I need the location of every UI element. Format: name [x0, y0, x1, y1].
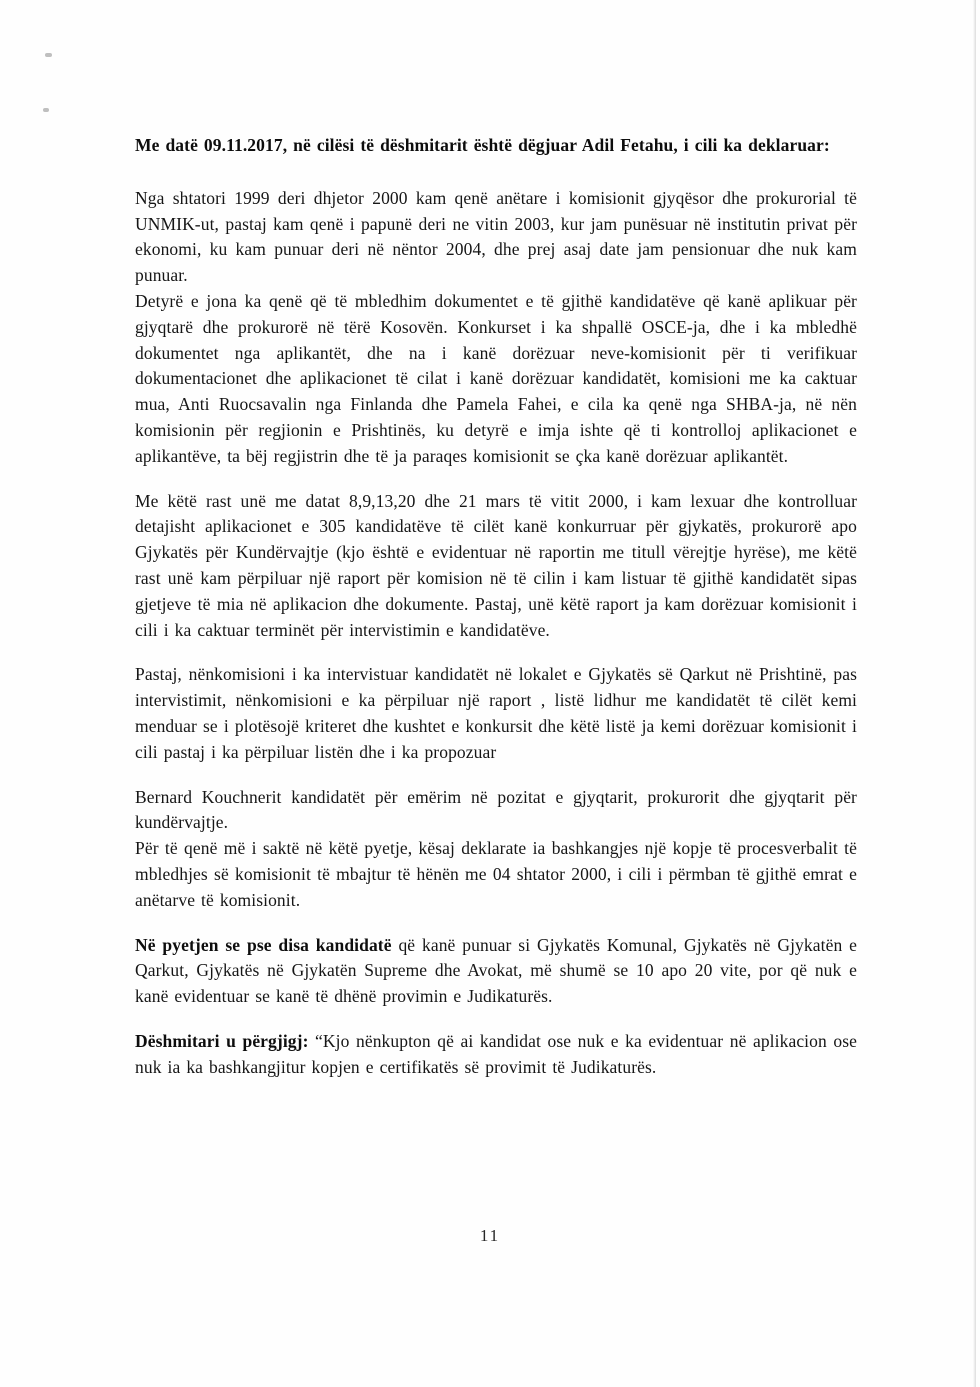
paragraph: [135, 933, 857, 1010]
paragraph-text: Me këtë rast unë me datat 8,9,13,20 dhe 21 mars të vitit 2000, i kam lexuar dhe kontrolluar detajisht aplikacionet e 305 kandidatëve të cilët kanë konkurruar për gjykatës, prokurorë apo Gjykatës për Kundërvajtje (kjo është e evidentuar në raportin me titull vërejtje hyrëse), me këtë rast unë kam përpiluar një raport për komision në të cilin i kam listuar të gjithë kandidatët sipas gjetjeve të mia në aplikacion dhe dokumente. Pastaj, unë këtë raport ja kam dorëzuar komisionit i cili i ka caktuar terminët për intervistimin e kandidatëve.: [135, 490, 857, 640]
paragraph-text: Nga shtatori 1999 deri dhjetor 2000 kam qenë anëtare i komisionit gjyqësor dhe prokurorial të UNMIK-ut, pastaj kam qenë i papunë deri ne vitin 2003, kur jam punësuar në institutin privat për ekonomi, ku kam punuar deri në nëntor 2004, dhe prej asaj date jam pensionuar dhe nuk kam punuar.: [135, 187, 857, 286]
paragraph: [135, 836, 857, 913]
testimony-text-block: [135, 133, 857, 1100]
page-number: 11: [479, 1226, 501, 1245]
paragraph: [135, 186, 857, 289]
paragraph-lead: Dëshmitari u përgjigj:: [135, 1030, 309, 1051]
statement-heading: Me datë 09.11.2017, në cilësi të dëshmitarit është dëgjuar Adil Fetahu, i cili ka deklaruar:: [135, 135, 830, 155]
scan-speck: [43, 108, 49, 112]
paragraph: [135, 785, 857, 837]
paragraph-text: “Kjo nënkupton që ai kandidat ose nuk e ka evidentuar në aplikacion ose nuk ia ka bashkangjitur kopjen e certifikatës së provimit të Judikaturës.: [135, 1030, 858, 1077]
paragraph-text: Detyrë e jona ka qenë që të mbledhim dokumentet e të gjithë kandidatëve që kanë aplikuar për gjyqtarë dhe prokurorë në tërë Kosovën. Konkurset i ka shpallë OSCE-ja, dhe i ka mbledhë dokumentet nga aplikantët, dhe na i kanë dorëzuar neve-komisionit për ti verifikuar dokumentacionet dhe aplikacionet të cilat i kanë dorëzuar kandidatët, komisioni me ka caktuar mua, Anti Ruocsavalin nga Finlanda dhe Pamela Fahei, e cila ka qenë nga SHBA-ja, në nën komisionin për regjionin e Prishtinës, ku detyrë e imja ishte që ti kontrolloj aplikacionet e aplikantëve, ta bëj regjistrin dhe të ja paraqes komisionit se çka kanë dorëzuar aplikantët.: [135, 290, 857, 466]
scan-speck: [45, 53, 52, 57]
paragraph: [135, 662, 857, 765]
paragraph-text: Bernard Kouchnerit kandidatët për emërim në pozitat e gjyqtarit, prokurorit dhe gjyqtarit për kundërvajtje.: [135, 786, 857, 833]
paragraph-text: Për të qenë më i saktë në këtë pyetje, kësaj deklarate ia bashkangjes një kopje të procesverbalit të mbledhjes së komisionit të mbajtur të hënën me 04 shtator 2000, i cili i përmban të gjithë emrat e anëtarve të komisionit.: [135, 838, 857, 910]
paragraph-lead: Në pyetjen se pse disa kandidatë: [135, 934, 392, 955]
scan-edge-shadow: [973, 0, 976, 1387]
paragraph: [135, 289, 857, 470]
paragraph-text: që kanë punuar si Gjykatës Komunal, Gjykatës në Gjykatën e Qarkut, Gjykatës në Gjykatën Supreme dhe Avokat, më shumë se 10 apo 20 vite, por që nuk e kanë evidentuar se kanë të dhënë provimin e Judikaturës.: [135, 934, 857, 1007]
paragraph: [135, 1029, 857, 1081]
paragraph: [135, 489, 857, 644]
paragraph-text: Pastaj, nënkomisioni i ka intervistuar kandidatët në lokalet e Gjykatës së Qarkut në Prishtinë, pas intervistimit, nënkomisioni e ka përpiluar një raport , listë lidhur me kandidatët të cilët kemi menduar se i plotësojë kriteret dhe kushtet e konkursit dhe këtë listë ja kemi dorëzuar komisionit i cili pastaj i ka përpiluar listën dhe i ka propozuar: [135, 664, 857, 762]
